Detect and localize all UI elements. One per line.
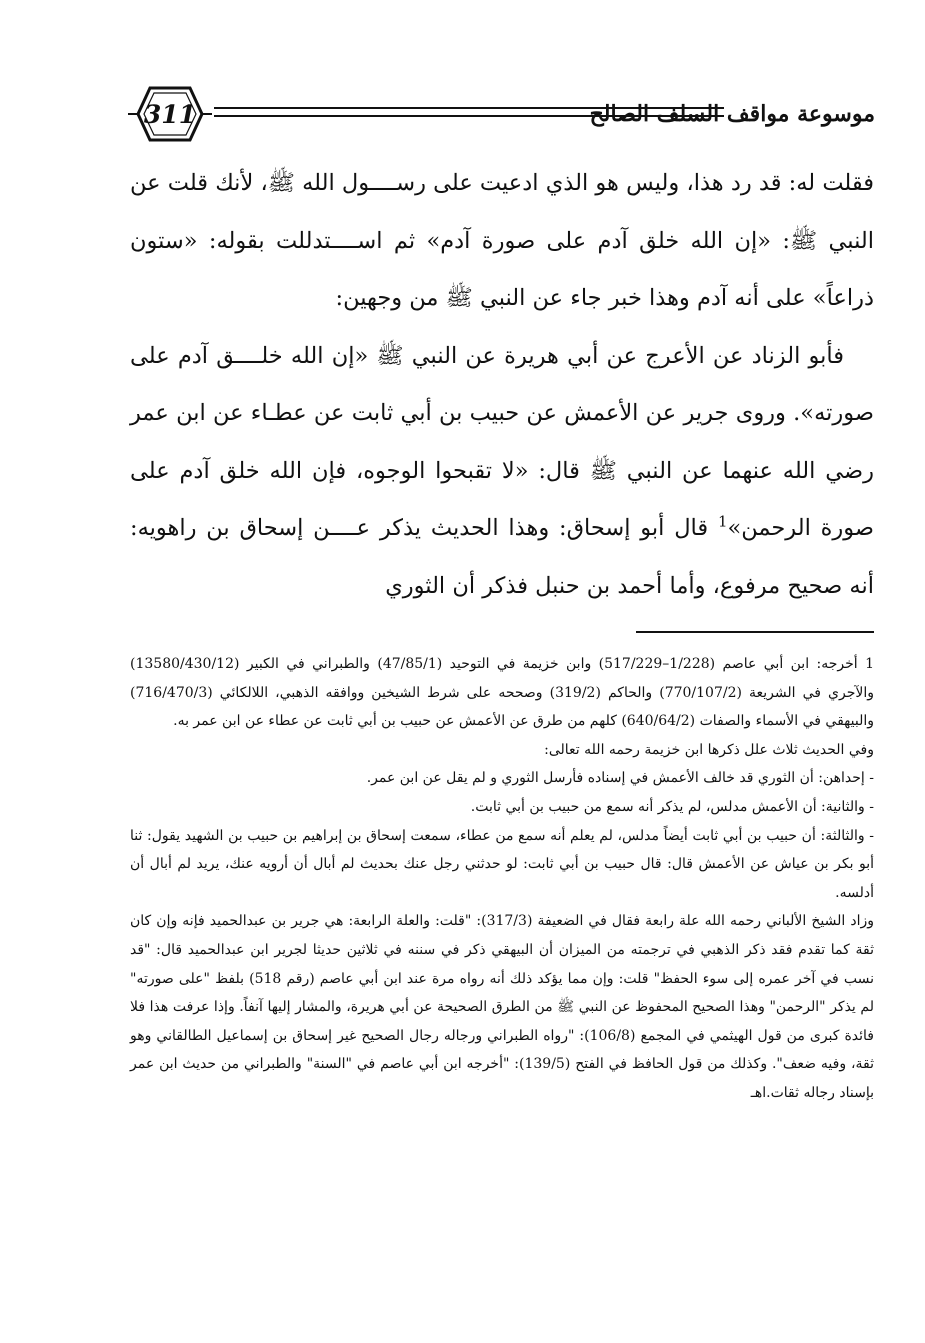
footnote-1: 1 أخرجه: ابن أبي عاصم (1/228–517/229) وابن خزيمة في التوحيد (47/85/1) والطبراني في الكبير (13580/430/12) والآجري في الشريعة (770/107/2) والحاكم (319/2) وصححه على شرط الشيخين ووافقه الذهبي، اللالكائي (716/470/3) والبيهقي في الأسماء والصفات (640/64/2) كلهم من طرق عن الأعمش عن حبيب بن أبي ثابت عن عطاء عن ابن عمر به. (130, 656, 875, 730)
page-number: 311 (143, 99, 197, 129)
footnote-defect-1: - إحداهن: أن الثوري قد خالف الأعمش في إسناده فأرسل الثوري و لم يقل عن ابن عمر. (366, 770, 874, 787)
paragraph-2-tail: قال أبو إسحاق: وهذا الحديث يذكر عــــن إسحاق بن راهويه: أنه صحيح مرفوع، وأما أحمد بن حنبل فذكر أن الثوري (130, 515, 874, 599)
paragraph-2 (130, 328, 874, 616)
footnotes (130, 650, 874, 1108)
paragraph-1: فقلت له: قد رد هذا، وليس هو الذي ادعيت على رســــول الله ﷺ، لأنك قلت عن النبي ﷺ: «إن الله خلق آدم على صورة آدم» ثم اســــتدللت بقوله: «ستون ذراعاً» على أنه آدم وهذا خبر جاء عن النبي ﷺ من وجهين: (130, 170, 874, 311)
footnote-defect-2: - والثانية: أن الأعمش مدلس، لم يذكر أنه سمع من حبيب بن أبي ثابت. (470, 798, 874, 815)
paragraph-2-text: فأبو الزناد عن الأعرج عن أبي هريرة عن النبي ﷺ «إن الله خلــــق آدم على صورته». وروى جرير عن الأعمش عن حبيب بن أبي ثابت عن عطـاء عن ابن عمر رضي الله عنهما عن النبي ﷺ قال: «لا تقبحوا الوجوه، فإن الله خلق آدم على صورة الرحمن» (130, 342, 874, 541)
footnote-separator (636, 631, 874, 633)
page-number-badge (128, 84, 212, 144)
book-title: موسوعة مواقف السلف الصالح (589, 101, 875, 127)
footnote-intro: وفي الحديث ثلاث علل ذكرها ابن خزيمة رحمه الله تعالى: (544, 741, 874, 758)
footnote-albani: وزاد الشيخ الألباني رحمه الله علة رابعة فقال في الضعيفة (317/3): "قلت: والعلة الرابعة: هي جرير بن عبدالحميد فإنه وإن كان ثقة كما تقدم فقد ذكر الذهبي في ترجمته من الميزان أن البيهقي ذكر في سننه في ثلاثين حديثا لجرير ابن عبدالحميد قال: "قد نسب في آخر عمره إلى سوء الحفظ" قلت: وإن مما يؤكد ذلك أنه رواه مرة عند ابن أبي عاصم (رقم 518) بلفظ "على صورته" لم يذكر "الرحمن" وهذا الصحيح المحفوظ عن النبي ﷺ من الطرق الصحيحة عن أبي هريرة، والمشار إليها آنفاً. وإذا عرفت هذا فلا فائدة كبرى من قول الهيثمي في المجمع (106/8): "رواه الطبراني ورجاله رجال الصحيح غير إسحاق بن إسماعيل الطالقاني وهو ثقة، وفيه ضعف". وكذلك من قول الحافظ في الفتح (139/5): "أخرجه ابن أبي عاصم في "السنة" والطبراني من حديث ابن عمر بإسناد رجاله ثقات.اهـ (130, 913, 874, 1101)
main-text (130, 155, 874, 615)
footnote-defect-3: - والثالثة: أن حبيب بن أبي ثابت أيضاً مدلس، لم يعلم أنه سمع من عطاء، سمعت إسحاق بن إبراهيم بن حبيب بن الشهيد يقول: ثنا أبو بكر بن عياش عن الأعمش قال: قال حبيب بن أبي ثابت: لو حدثني رجل عنك بحديث لم أبال أن أرويه عنك، يريد لم أبال أن أدلسه. (130, 827, 874, 901)
page-header (120, 82, 875, 152)
footnote-reference: 1 (717, 512, 728, 531)
